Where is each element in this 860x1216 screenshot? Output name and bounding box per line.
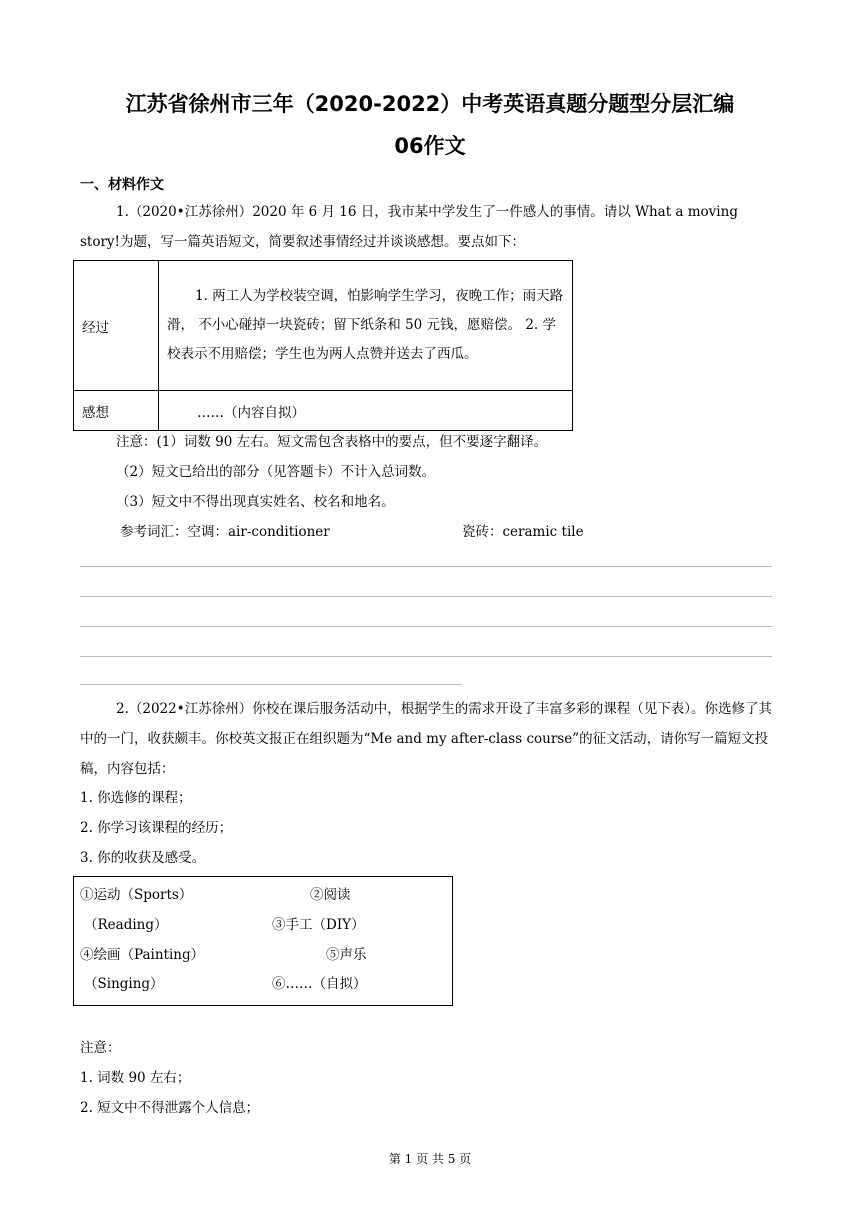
vocab-ceramic-tile: 瓷砖：ceramic tile [462, 524, 584, 540]
section-heading: 一、材料作文 [80, 177, 164, 193]
course-sports: ①运动（Sports） [80, 887, 193, 903]
answer-line [80, 656, 772, 657]
document-title: 江苏省徐州市三年（2020-2022）中考英语真题分题型分层汇编 [125, 92, 735, 116]
course-diy: ③手工（DIY） [272, 917, 365, 933]
vocab-air-conditioner: 参考词汇：空调：air-conditioner [120, 524, 330, 540]
note-1: 注意：(1）词数 90 左右。短文需包含表格中的要点，但不要逐字翻译。 [116, 434, 548, 450]
table-label-process: 经过 [74, 261, 159, 391]
course-reading-en: （Reading） [84, 917, 168, 933]
course-singing: ⑤声乐 [326, 947, 367, 963]
point-2: 2. 你学习该课程的经历； [80, 820, 233, 836]
point-3: 3. 你的收获及感受。 [80, 850, 206, 866]
course-reading: ②阅读 [310, 887, 351, 903]
table-label-feelings: 感想 [74, 391, 159, 431]
question-1-text: 1.（2020•江苏徐州）2020 年 6 月 16 日，我市某中学发生了一件感人的事情。请以 What a moving story!为题，写一篇英语短文，简要叙述事情经过并谈谈感想。要点如下： [80, 204, 738, 250]
table-content-feelings: ……（内容自拟） [159, 391, 573, 431]
answer-line [80, 626, 772, 627]
q2-note-2: 2. 短文中不得泄露个人信息； [80, 1100, 260, 1116]
course-painting: ④绘画（Painting） [80, 947, 205, 963]
note-2: （2）短文已给出的部分（见答题卡）不计入总词数。 [116, 464, 436, 480]
document-subtitle: 06作文 [394, 134, 466, 158]
course-custom: ⑥……（自拟） [272, 976, 367, 992]
answer-line [80, 566, 772, 567]
q2-note-1: 1. 词数 90 左右； [80, 1070, 191, 1086]
answer-line [80, 596, 772, 597]
note-title: 注意： [80, 1040, 121, 1056]
point-1: 1. 你选修的课程； [80, 790, 192, 806]
question-1-table [73, 260, 573, 431]
question-2-text: 2.（2022•江苏徐州）你校在课后服务活动中，根据学生的需求开设了丰富多彩的课程（见下表）。你选修了其中的一门，收获颇丰。你校英文报正在组织题为“Me and my after-class course”的征文活动，请你写一篇短文投稿，内容包括： [80, 701, 772, 777]
course-singing-en: （Singing） [84, 976, 164, 992]
answer-line [80, 684, 462, 685]
table-content-process: 1. 两工人为学校装空调，怕影响学生学习，夜晚工作；雨天路滑， 不小心碰掉一块瓷砖；留下纸条和 50 元钱，愿赔偿。 2. 学校表示不用赔偿；学生也为两人点赞并送去了西瓜。 [159, 261, 573, 391]
note-3: （3）短文中不得出现真实姓名、校名和地名。 [116, 494, 395, 510]
page-footer: 第 1 页 共 5 页 [388, 1152, 472, 1166]
